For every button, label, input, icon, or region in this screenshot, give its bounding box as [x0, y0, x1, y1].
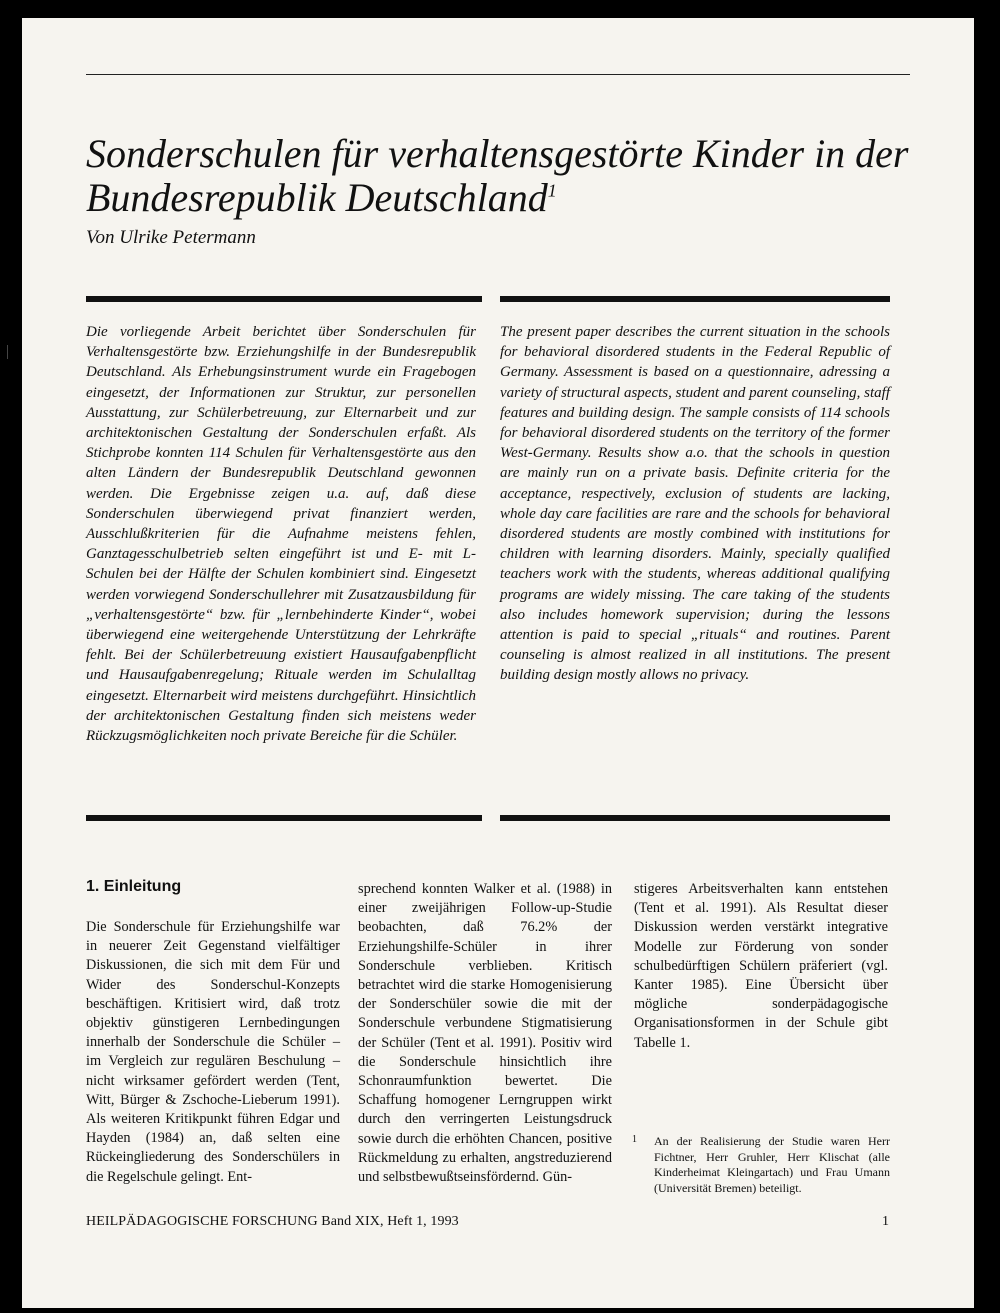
author-line: Von Ulrike Petermann [86, 227, 256, 248]
abstract-german-text: Die vorliegende Arbeit berichtet über Sonderschulen für Verhaltensgestörte bzw. Erziehungshilfe in der Bundesrepublik Deutschland. Als Erhebungsinstrument wurde ein Fragebogen eingesetzt, der Informationen zur Struktur, zur personellen Ausstattung, zur Schülerbetreuung, zur Elternarbeit und zur architektonischen Gestaltung der Sonderschulen erfaßt. Als Stichprobe konnten 114 Schulen für Verhaltensgestörte aus den alten Ländern der Bundesrepublik Deutschland gewonnen werden. Die Ergebnisse zeigen u.a. auf, daß diese Sonderschulen überwiegend privat finanziert werden, Ausschlußkriterien für die Aufnahme meistens fehlen, Ganztagesschulbetrieb selten eingeführt ist und E- mit L-Schulen bei der Hälfte der Schulen kombiniert sind. Eingesetzt werden vorwiegend Sonderschullehrer mit Zusatzausbildung für „verhaltensgestörte“ bzw. für „lernbehinderte Kinder“, wobei überwiegend eine weitergehende Unterstützung der Lehrkräfte fehlt. Bei der Schülerbetreuung existiert Hausaufgabenpflicht und Hausaufgabenregelung; Rituale werden im Schulalltag eingesetzt. Elternarbeit wird meistens durchgeführt. Hinsichtlich der architektonischen Gestaltung finden sich meistens weder Rückzugsmöglichkeiten noch private Bereiche für die Schüler. [86, 324, 476, 745]
body-column-3 [634, 880, 888, 1053]
body-column-2-text: sprechend konnten Walker et al. (1988) in einer zweijährigen Follow-up-Studie beobachten, daß 76.2% der Erziehungshilfe-Schüler in ihrer Sonderschule verblieben. Kritisch betrachtet wird die starke Homogenisierung der Sonderschüler sowie die mit der Sonderschule verbundene Stigmatisierung der Schüler (Tent et al. 1991). Positiv wird die Sonderschule hinsichtlich ihre Schonraumfunktion bewertet. Die Schaffung homogener Lerngruppen wirkt durch den verringerten Leistungsdruck sowie durch die erhöhten Chancen, positive Rückmeldung zu erhalten, angstreduzierend und selbstbewußtseinsfördernd. Gün- [358, 881, 612, 1186]
top-rule [86, 74, 910, 75]
article-title [86, 132, 926, 220]
page-number: 1 [882, 1214, 889, 1229]
footnote-mark: 1 [632, 1134, 637, 1145]
abstract-top-bar-left [86, 296, 482, 302]
abstract-top-bar-right [500, 296, 890, 302]
body-column-1-text: Die Sonderschule für Erziehungshilfe war in neuerer Zeit Gegenstand vielfältiger Diskussionen, die sich mit dem Für und Wider des Sonderschul-Konzepts beschäftigen. Kritisiert wird, daß trotz objektiv günstigeren Lernbedingungen innerhalb der Sonderschule die Schüler – im Vergleich zur regulären Beschulung – nicht wirksamer gefördert werden (Tent, Witt, Bürger & Zschoche-Lieberum 1991). Als weiteren Kritikpunkt führen Edgar und Hayden (1984) an, daß selten eine Rückeingliederung des Sonderschülers in die Regelschule gelingt. Ent- [86, 919, 340, 1185]
abstract-english-text: The present paper describes the current situation in the schools for behavioral disordered students in the Federal Republic of Germany. Assessment is based on a questionnaire, adressing a variety of structural aspects, student and parent counseling, staff features and building design. The sample consists of 114 schools for behavioral disordered students on the territory of the former West-Germany. Results show a.o. that the schools in question are mainly run on a private basis. Definite criteria for the acceptance, respectively, exclusion of students are lacking, whole day care facilities are rare and the schools for behavioral disordered students are mostly combined with institutions for children with learning disorders. Mainly, specially qualified teachers work with the students, whereas additional qualifying programs are widely missing. The care taking of the students also includes homework supervision; during the lessons attention is paid to special „rituals“ and routines. Parent counseling is almost realized in all institutions. The present building design mostly allows no privacy. [500, 324, 890, 684]
margin-mark [7, 345, 8, 359]
section-heading: 1. Einleitung [86, 878, 182, 895]
abstract-english [500, 322, 890, 686]
abstract-bottom-bar-right [500, 815, 890, 821]
footnote-text: An der Realisierung der Studie waren Herr Fichtner, Herr Gruhler, Herr Klischat (alle Kinderheimat Kleingartach) und Frau Umann (Universität Bremen) beteiligt. [654, 1134, 890, 1195]
body-column-2 [358, 880, 612, 1187]
title-footnote-mark: 1 [547, 180, 557, 201]
article-title-text: Sonderschulen für verhaltensgestörte Kinder in der Bundesrepublik Deutschland [86, 131, 909, 220]
abstract-german [86, 322, 476, 746]
body-column-1 [86, 918, 340, 1187]
footnote [632, 1134, 890, 1196]
body-column-3-text: stigeres Arbeitsverhalten kann entstehen (Tent et al. 1991). Als Resultat dieser Diskussion werden verstärkt integrative Modelle zur Förderung von sonder schulbedürftigen Schülern präferiert (vgl. Kanter 1985). Eine Übersicht über mögliche sonderpädagogische Organisationsformen in der Schule gibt Tabelle 1. [634, 881, 888, 1051]
abstract-bottom-bar-left [86, 815, 482, 821]
journal-footer: HEILPÄDAGOGISCHE FORSCHUNG Band XIX, Heft 1, 1993 [86, 1214, 459, 1229]
